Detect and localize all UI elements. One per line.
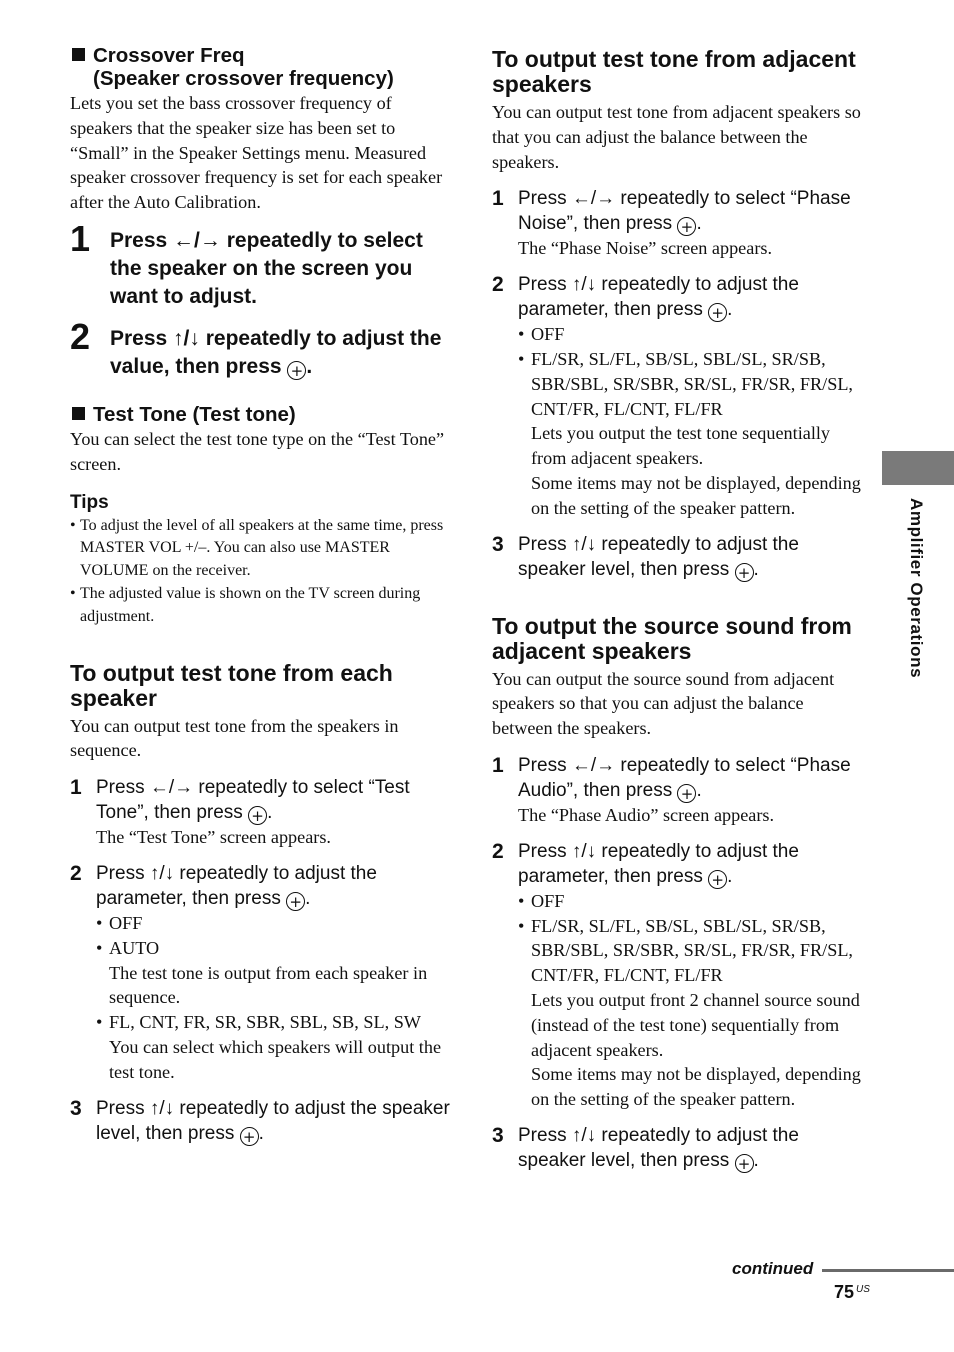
enter-button-icon: + xyxy=(677,784,696,803)
step-text-wrap xyxy=(518,1123,867,1173)
adjacent-tone-step-1 xyxy=(492,186,867,261)
each-speaker-heading: To output test tone from each speaker xyxy=(70,659,393,711)
option-description: Some items may not be displayed, depending on the setting of the speaker pattern. xyxy=(531,1064,861,1110)
crossover-heading xyxy=(70,44,450,90)
adjacent-source-body: You can output the source sound from adjacent speakers so that you can adjust the balance between the speakers. xyxy=(492,668,835,739)
step-end: . xyxy=(696,779,702,801)
right-column xyxy=(492,44,867,1173)
step-number: 1 xyxy=(70,217,91,259)
step-note: The “Phase Audio” screen appears. xyxy=(518,804,775,825)
enter-button-icon: + xyxy=(286,892,305,911)
adjacent-tone-body: You can output test tone from adjacent speakers so that you can adjust the balance between the speakers. xyxy=(492,102,861,172)
step-end: . xyxy=(753,1149,759,1171)
each-step-1 xyxy=(70,775,450,850)
step-text-wrap xyxy=(96,1096,450,1146)
option-description: The test tone is output from each speaker in sequence. xyxy=(109,962,428,1008)
continued-label: continued xyxy=(732,1259,814,1278)
step-number: 2 xyxy=(70,315,91,357)
tips-heading: Tips xyxy=(70,491,109,513)
step-end: . xyxy=(696,213,702,235)
crossover-heading-line2: (Speaker crossover frequency) xyxy=(93,67,394,90)
option-list xyxy=(96,911,450,961)
step-text-wrap xyxy=(518,186,867,236)
continued-rule xyxy=(822,1269,954,1272)
adjacent-tone-step-2 xyxy=(492,272,867,520)
step-text-wrap xyxy=(518,839,867,889)
step-text: Press ↑/↓ repeatedly to adjust the value, then press xyxy=(110,326,442,378)
crossover-body: Lets you set the bass crossover frequency of speakers that the speaker size has been set to “Small” in the Speaker Settings menu. Measured speaker crossover frequency is set for each speaker after the Auto Calibration. xyxy=(70,93,443,213)
step-text: Press ↑/↓ repeatedly to adjust the speaker level, then press xyxy=(96,1097,450,1144)
enter-button-icon: + xyxy=(677,217,696,236)
step-end: . xyxy=(267,802,273,824)
option-description: Lets you output the test tone sequentially from adjacent speakers. xyxy=(531,423,831,469)
step-text: Press ←/→ repeatedly to select “Test Tone”, then press xyxy=(96,777,410,824)
enter-button-icon: + xyxy=(240,1127,259,1146)
option-item: • FL/SR, SL/FL, SB/SL, SBL/SL, SR/SB, SBR/SBL, SR/SBR, SR/SL, FR/SR, FR/SL, CNT/FR, FL/CNT, FL/FR xyxy=(518,347,867,421)
enter-button-icon: + xyxy=(735,563,754,582)
option-list xyxy=(518,322,867,421)
step-note: The “Phase Noise” screen appears. xyxy=(518,238,773,259)
step-text: Press ↑/↓ repeatedly to adjust the parameter, then press xyxy=(96,862,377,909)
step-number: 2 xyxy=(70,861,82,885)
step-text: Press ↑/↓ repeatedly to adjust the speaker level, then press xyxy=(518,533,799,580)
option-description: You can select which speakers will output the test tone. xyxy=(109,1036,442,1082)
adjacent-source-step-1 xyxy=(492,753,867,828)
option-item: • OFF xyxy=(518,322,867,347)
each-step-2 xyxy=(70,861,450,1085)
testtone-heading xyxy=(70,403,450,426)
step-text: Press ↑/↓ repeatedly to adjust the speaker level, then press xyxy=(518,1124,799,1171)
crossover-step-2 xyxy=(70,315,450,381)
tip-item: • To adjust the level of all speakers at the same time, press MASTER VOL +/–. You can also use MASTER VOLUME on the receiver. xyxy=(70,515,450,583)
step-text-wrap xyxy=(96,861,450,911)
chapter-tab-marker xyxy=(882,451,954,485)
crossover-step-1 xyxy=(70,217,450,311)
each-step-3 xyxy=(70,1096,450,1146)
step-number: 1 xyxy=(492,187,504,211)
enter-button-icon: + xyxy=(248,806,267,825)
step-end: . xyxy=(727,865,733,887)
enter-button-icon: + xyxy=(708,870,727,889)
adjacent-source-step-3 xyxy=(492,1123,867,1173)
crossover-heading-line1: Crossover Freq xyxy=(93,44,245,67)
testtone-heading-text: Test Tone (Test tone) xyxy=(93,402,296,426)
page-number xyxy=(834,1282,870,1303)
page-region: US xyxy=(856,1284,870,1295)
step-number: 2 xyxy=(492,273,504,297)
option-description: Lets you output front 2 channel source sound (instead of the test tone) sequentially from adjacent speakers. xyxy=(531,989,860,1060)
square-bullet-icon xyxy=(72,48,85,61)
step-number: 2 xyxy=(492,839,504,863)
option-list xyxy=(518,889,867,988)
step-text: Press ←/→ repeatedly to select “Phase Noise”, then press xyxy=(518,188,851,235)
adjacent-tone-step-3 xyxy=(492,532,867,582)
enter-button-icon: + xyxy=(735,1154,754,1173)
tips-list xyxy=(70,515,450,629)
chapter-side-label: Amplifier Operations xyxy=(907,498,926,679)
step-end: . xyxy=(258,1122,264,1144)
step-end: . xyxy=(305,887,311,909)
option-item: • FL, CNT, FR, SR, SBR, SBL, SB, SL, SW xyxy=(96,1010,450,1035)
step-number: 3 xyxy=(70,1096,82,1120)
step-note: The “Test Tone” screen appears. xyxy=(96,827,331,848)
step-text-wrap xyxy=(96,775,450,825)
step-number: 1 xyxy=(492,753,504,777)
tip-item: • The adjusted value is shown on the TV screen during adjustment. xyxy=(70,583,450,629)
option-list xyxy=(96,1010,450,1035)
option-item: • FL/SR, SL/FL, SB/SL, SBL/SL, SR/SB, SBR/SBL, SR/SBR, SR/SL, FR/SR, FR/SL, CNT/FR, FL/CNT, FL/FR xyxy=(518,914,867,988)
step-number: 3 xyxy=(492,1123,504,1147)
left-column xyxy=(70,44,450,1146)
option-item: • AUTO xyxy=(96,936,450,961)
enter-button-icon: + xyxy=(708,303,727,322)
step-text-wrap xyxy=(518,532,867,582)
step-end: . xyxy=(306,354,313,378)
adjacent-source-heading: To output the source sound from adjacent speakers xyxy=(492,612,852,664)
enter-button-icon: + xyxy=(287,361,306,380)
step-text: Press ↑/↓ repeatedly to adjust the parameter, then press xyxy=(518,840,799,887)
step-end: . xyxy=(753,558,759,580)
option-item: • OFF xyxy=(518,889,867,914)
step-number: 3 xyxy=(492,532,504,556)
testtone-body: You can select the test tone type on the “Test Tone” screen. xyxy=(70,428,445,474)
step-number: 1 xyxy=(70,776,82,800)
step-end: . xyxy=(727,299,733,321)
step-text-wrap xyxy=(110,325,450,381)
step-text-wrap xyxy=(518,272,867,322)
step-text-wrap xyxy=(518,753,867,803)
option-item: • OFF xyxy=(96,911,450,936)
step-text: Press ←/→ repeatedly to select “Phase Audio”, then press xyxy=(518,754,851,801)
adjacent-tone-heading: To output test tone from adjacent speakers xyxy=(492,46,856,97)
page-number-value: 75 xyxy=(834,1282,855,1302)
each-speaker-body: You can output test tone from the speakers in sequence. xyxy=(70,715,399,761)
adjacent-source-step-2 xyxy=(492,839,867,1112)
option-description: Some items may not be displayed, depending on the setting of the speaker pattern. xyxy=(531,472,861,518)
step-text: Press ←/→ repeatedly to select the speaker on the screen you want to adjust. xyxy=(110,228,423,308)
square-bullet-icon xyxy=(72,407,85,420)
step-text: Press ↑/↓ repeatedly to adjust the parameter, then press xyxy=(518,274,799,321)
